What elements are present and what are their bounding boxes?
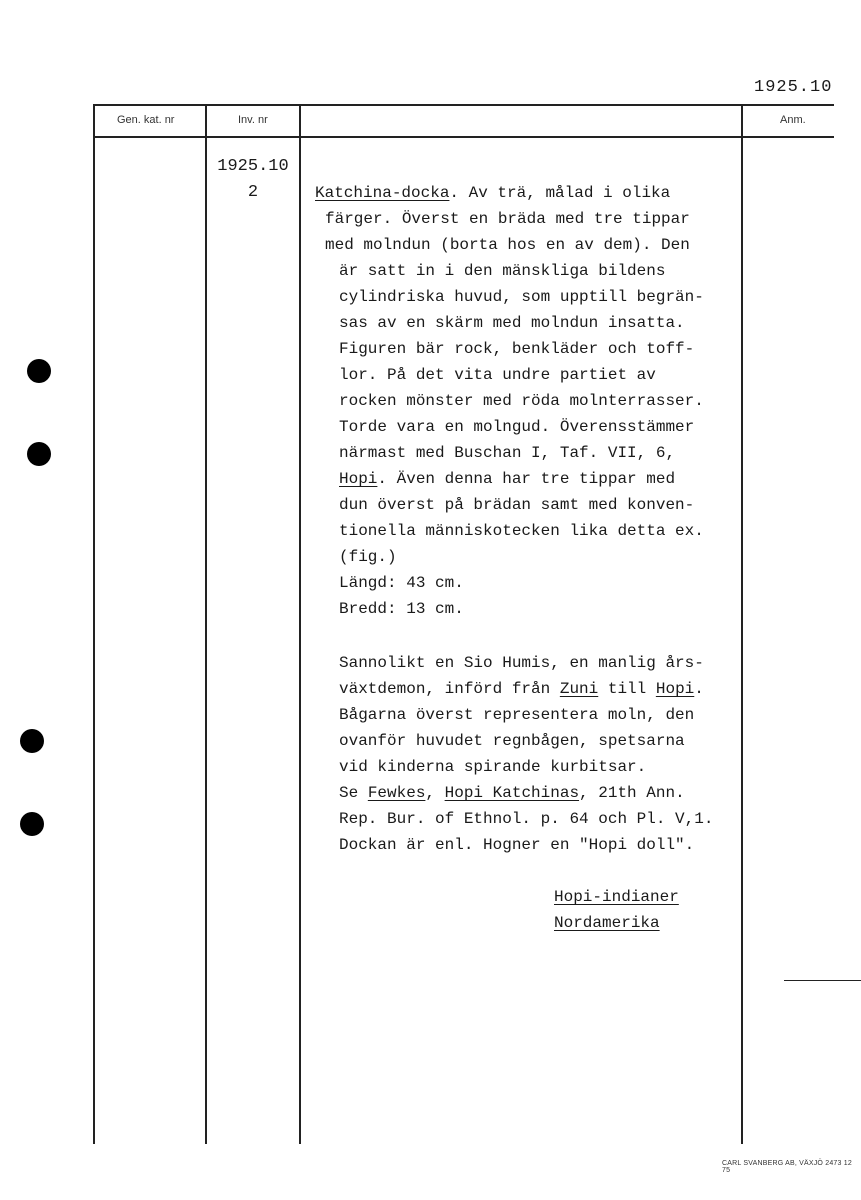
punch-hole — [20, 812, 44, 836]
reference-title: Hopi Katchinas — [444, 784, 580, 802]
anm-margin-rule — [784, 980, 861, 981]
note-line: växtdemon, införd från Zuni till Hopi. — [339, 680, 704, 698]
reference-author: Fewkes — [367, 784, 426, 802]
punch-hole — [20, 729, 44, 753]
description-line: Torde vara en molngud. Överensstämmer — [339, 418, 695, 436]
description-line: tionella människotecken lika detta ex. — [339, 522, 704, 540]
width-measurement: Bredd: 13 cm. — [339, 600, 464, 618]
description-line: cylindriska huvud, som upptill begrän- — [339, 288, 704, 306]
object-title: Katchina-docka — [315, 184, 450, 202]
description-line: (fig.) — [339, 548, 397, 566]
description-line: är satt in i den mänskliga bildens — [339, 262, 666, 280]
description-line: rocken mönster med röda molnterrasser. — [339, 392, 704, 410]
note-line: Bågarna överst representera moln, den — [339, 706, 695, 724]
description-line: med molndun (borta hos en av dem). Den — [325, 236, 690, 254]
description-line: lor. På det vita undre partiet av — [339, 366, 656, 384]
column-divider-anm — [741, 104, 743, 1144]
region-label: Nordamerika — [554, 914, 660, 932]
column-header-gen-kat-nr: Gen. kat. nr — [117, 114, 175, 126]
column-header-anm: Anm. — [780, 114, 806, 126]
description-line: färger. Överst en bräda med tre tippar — [325, 210, 690, 228]
punch-hole — [27, 442, 51, 466]
reference-zuni: Zuni — [559, 680, 599, 698]
column-divider-gen — [205, 104, 207, 1144]
page-number: 1925.10 — [754, 78, 833, 97]
column-divider-inv — [299, 104, 301, 1144]
description-line: sas av en skärm med molndun insatta. — [339, 314, 685, 332]
description-line: Hopi. Även denna har tre tippar med — [339, 470, 676, 488]
column-header-inv-nr: Inv. nr — [238, 114, 268, 126]
reference-hopi: Hopi — [655, 680, 695, 698]
punch-hole — [27, 359, 51, 383]
inventory-sub-number: 2 — [247, 183, 259, 202]
note-line: Sannolikt en Sio Humis, en manlig års- — [339, 654, 704, 672]
description-line: närmast med Buschan I, Taf. VII, 6, — [339, 444, 676, 462]
reference-line: Dockan är enl. Hogner en "Hopi doll". — [339, 836, 695, 854]
culture-label: Hopi-indianer — [554, 888, 679, 906]
reference-line: Se Fewkes, Hopi Katchinas, 21th Ann. — [339, 784, 685, 802]
printer-mark: CARL SVANBERG AB, VÄXJÖ 2473 12 75 — [722, 1160, 852, 1174]
reference-line: Rep. Bur. of Ethnol. p. 64 och Pl. V,1. — [339, 810, 714, 828]
length-measurement: Längd: 43 cm. — [339, 574, 464, 592]
note-line: ovanför huvudet regnbågen, spetsarna — [339, 732, 685, 750]
description-line: Katchina-docka. Av trä, målad i olika — [315, 184, 671, 202]
inventory-number: 1925.10 — [217, 157, 289, 176]
description-line: dun överst på brädan samt med konven- — [339, 496, 695, 514]
column-divider-left — [93, 104, 95, 1144]
note-line: vid kinderna spirande kurbitsar. — [339, 758, 647, 776]
description-line: Figuren bär rock, benkläder och toff- — [339, 340, 695, 358]
reference-hopi: Hopi — [339, 470, 378, 488]
